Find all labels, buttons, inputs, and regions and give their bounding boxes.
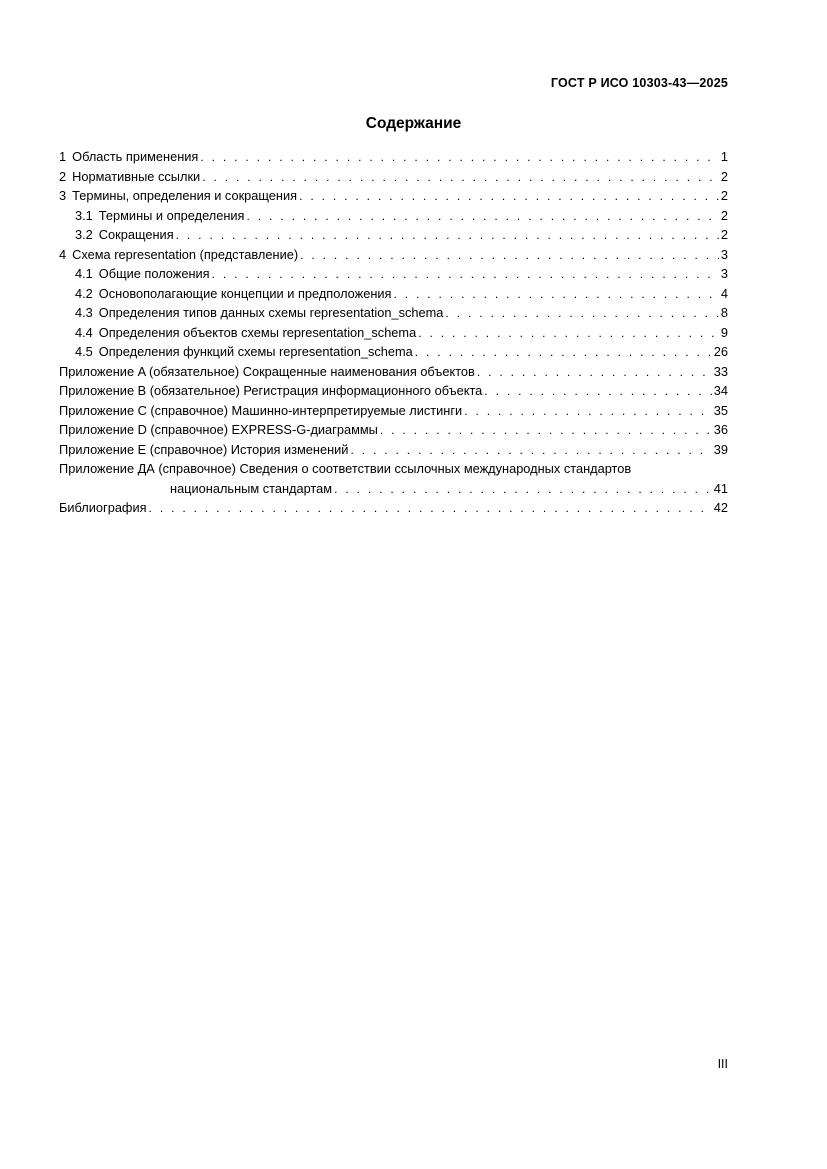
toc-leader <box>299 187 719 207</box>
toc-entry-number: 4.2 <box>75 285 93 301</box>
toc-leader <box>212 265 719 285</box>
toc-entry-text: Приложение ДА (справочное) Сведения о соответствии ссылочных международных стандартов <box>59 461 632 476</box>
toc-entry[interactable] <box>59 264 728 284</box>
toc-entry-text: Сокращения <box>98 227 174 242</box>
toc-entry-number: 4.3 <box>75 305 93 320</box>
toc-leader <box>176 226 719 246</box>
toc-entry-text: Определения функций схемы representation_schema <box>98 344 413 359</box>
toc-leader <box>418 324 719 344</box>
toc-entry[interactable] <box>59 440 728 460</box>
toc-leader <box>247 207 719 227</box>
toc-entry-text: Приложение E (справочное) История изменений <box>59 441 349 457</box>
toc-entry-bibliography[interactable] <box>59 498 728 518</box>
toc-entry-text: Приложение D (справочное) EXPRESS-G-диаграммы <box>59 422 378 437</box>
toc-entry-page: 2 <box>720 168 728 184</box>
toc-entry-number: 1 <box>59 149 67 164</box>
toc-entry-page: 41 <box>713 480 728 496</box>
toc-entry-page: 2 <box>720 227 728 242</box>
toc-entry-text: Приложение A (обязательное) Сокращенные наименования объектов <box>59 363 475 379</box>
toc-entry-number: 4 <box>59 246 67 262</box>
toc-leader <box>149 499 712 519</box>
toc-entry-page: 26 <box>713 344 728 359</box>
toc-entry[interactable] <box>59 323 728 343</box>
toc-entry-text: Термины и определения <box>98 207 245 223</box>
toc-entry-text: Определения типов данных схемы representation_schema <box>98 305 444 320</box>
toc-entry[interactable] <box>59 342 728 362</box>
toc-entry[interactable] <box>59 381 728 401</box>
toc-entry[interactable] <box>59 206 728 226</box>
toc-entry-page: 35 <box>713 402 728 418</box>
toc-leader <box>202 168 719 188</box>
toc-entry[interactable] <box>59 147 728 167</box>
toc-entry[interactable] <box>59 284 728 304</box>
toc-entry[interactable] <box>59 167 728 187</box>
toc-entry-number: 4.1 <box>75 266 93 281</box>
toc-entry-page: 3 <box>720 266 728 281</box>
toc-entry-number: 4.4 <box>75 324 93 340</box>
toc-entry[interactable] <box>59 401 728 421</box>
toc-entry-annex-da-continuation[interactable] <box>59 479 728 499</box>
toc-entry-page: 8 <box>720 305 728 320</box>
toc-leader <box>200 148 719 168</box>
toc-entry[interactable] <box>59 420 728 440</box>
document-code: ГОСТ Р ИСО 10303-43—2025 <box>550 76 728 90</box>
toc-entry-text: Приложение C (справочное) Машинно-интерпретируемые листинги <box>59 402 463 418</box>
toc-entry-page: 33 <box>713 363 728 379</box>
toc-leader <box>415 343 712 363</box>
toc-entry[interactable] <box>59 186 728 206</box>
toc-entry-annex-da[interactable] <box>59 459 728 479</box>
toc-entry[interactable] <box>59 245 728 265</box>
toc-entry-text: Нормативные ссылки <box>72 168 201 184</box>
toc-entry-page: 1 <box>720 149 728 164</box>
toc-entry-page: 34 <box>713 383 728 398</box>
toc-entry-number: 2 <box>59 168 67 184</box>
toc-entry-number: 3 <box>59 188 67 203</box>
toc-entry-text: Схема representation (представление) <box>72 246 299 262</box>
toc-leader <box>300 246 719 266</box>
toc-entry-page: 4 <box>720 285 728 301</box>
toc-entry-page: 39 <box>713 441 728 457</box>
toc-leader <box>334 480 712 500</box>
page-number: III <box>717 1057 728 1071</box>
toc-entry[interactable] <box>59 225 728 245</box>
toc-entry-text: национальным стандартам <box>170 480 333 496</box>
toc-entry-page: 2 <box>720 188 728 203</box>
toc-entry-page: 2 <box>720 207 728 223</box>
toc-entry-number: 3.2 <box>75 227 93 242</box>
toc-title: Содержание <box>365 115 462 132</box>
toc-leader <box>393 285 718 305</box>
toc-entry-number: 4.5 <box>75 344 93 359</box>
toc-entry-text: Приложение B (обязательное) Регистрация информационного объекта <box>59 383 483 398</box>
table-of-contents <box>59 147 728 518</box>
toc-entry[interactable] <box>59 362 728 382</box>
toc-leader <box>464 402 712 422</box>
toc-entry-text: Основополагающие концепции и предположения <box>98 285 392 301</box>
toc-entry-page: 9 <box>720 324 728 340</box>
toc-entry-text: Общие положения <box>98 266 210 281</box>
toc-entry-page: 36 <box>713 422 728 437</box>
toc-entry[interactable] <box>59 303 728 323</box>
toc-entry-text: Определения объектов схемы representation_schema <box>98 324 417 340</box>
toc-leader <box>350 441 711 461</box>
toc-entry-page: 3 <box>720 246 728 262</box>
toc-leader <box>445 304 718 324</box>
toc-leader <box>380 421 712 441</box>
toc-entry-page: 42 <box>713 500 728 515</box>
toc-entry-number: 3.1 <box>75 207 93 223</box>
toc-entry-text: Библиография <box>59 500 147 515</box>
toc-leader <box>477 363 712 383</box>
toc-entry-text: Термины, определения и сокращения <box>72 188 298 203</box>
toc-entry-text: Область применения <box>72 149 199 164</box>
toc-leader <box>484 382 711 402</box>
